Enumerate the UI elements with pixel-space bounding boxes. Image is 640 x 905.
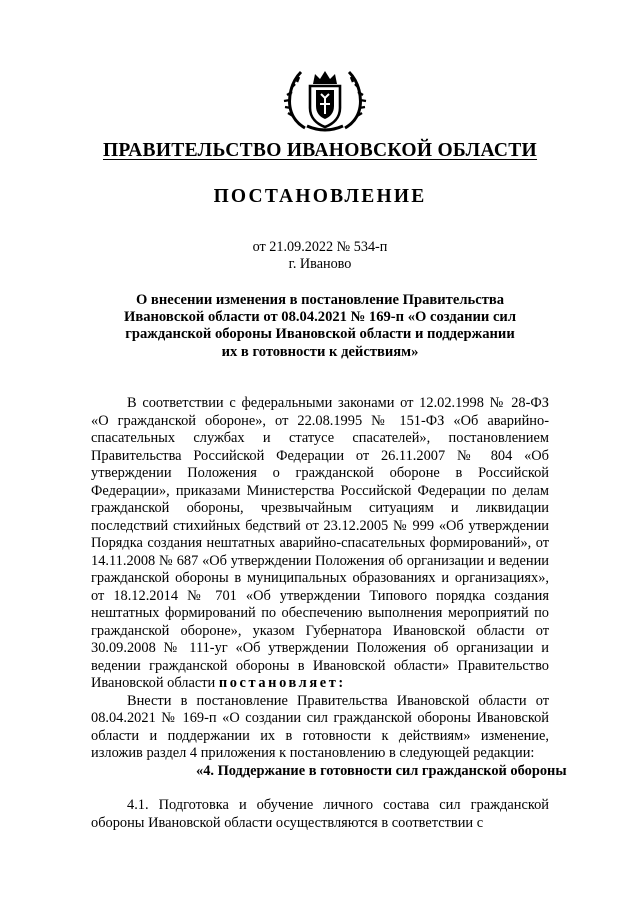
document-title: О внесении изменения в постановление Правительства Ивановской области от 08.04.2021 № 169-п «О создании сил гражданской обороны Ивановской области и поддержании их в готовности к действиям» xyxy=(123,292,517,360)
decree-word: постановляет: xyxy=(218,675,346,691)
document-meta xyxy=(0,239,640,273)
preamble-paragraph: В соответствии с федеральными законами от 12.02.1998 № 28-ФЗ «О гражданской обороне», от 22.08.1995 № 151-ФЗ «Об аварийно-спасательных службах и статусе спасателей», постановлением Правительства Российской Федерации от 26.11.2007 № 804 «Об утверждении Положения о гражданской обороне в Российской Федерации», приказами Министерства Российской Федерации по делам гражданской обороны, чрезвычайным ситуациям и ликвидации последствий стихийных бедствий от 23.12.2005 № 999 «Об утверждении Порядка создания нештатных аварийно-спасательных формирований», от 14.11.2008 № 687 «Об утверждении Положения об организации и ведении гражданской обороны в муниципальных образованиях и организациях», от 18.12.2014 № 701 «Об утверждении Типового порядка создания нештатных формирований по обеспечению выполнения мероприятий по гражданской обороне», указом Губернатора Ивановской области от 30.09.2008 № 111-уг «Об утверждении Положения об организации и ведении гражданской обороны в Ивановской области» Правительство Ивановской области постановляет: xyxy=(91,395,549,691)
coat-of-arms-icon xyxy=(283,68,367,132)
document-body xyxy=(91,395,567,832)
amendment-paragraph: Внести в постановление Правительства Ивановской области от 08.04.2021 № 169-п «О создании сил гражданской обороны Ивановской области и поддержании их в готовности к действиям» изменение, изложив раздел 4 приложения к постановлению в следующей редакции: xyxy=(91,692,549,761)
place: г. Иваново xyxy=(288,256,352,272)
item-4-1: 4.1. Подготовка и обучение личного состава сил гражданской обороны Ивановской области осуществляются в соответствии с xyxy=(91,797,549,831)
authority-name: ПРАВИТЕЛЬСТВО ИВАНОВСКОЙ ОБЛАСТИ xyxy=(102,140,538,161)
date-number: от 21.09.2022 № 534-п xyxy=(252,239,388,255)
section-heading: «4. Поддержание в готовности сил гражданской обороны xyxy=(196,762,567,779)
document-type: ПОСТАНОВЛЕНИЕ xyxy=(213,186,427,207)
